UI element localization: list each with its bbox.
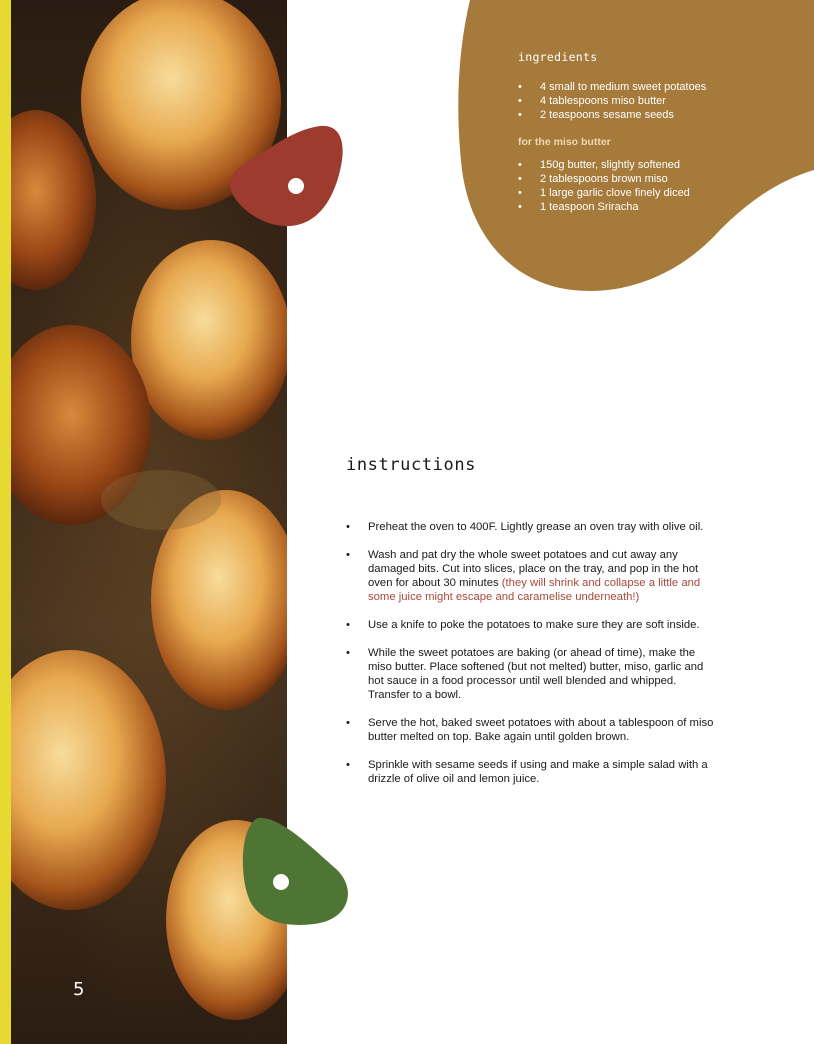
- list-item: • 2 tablespoons brown miso: [518, 172, 706, 186]
- instruction-step: • Sprinkle with sesame seeds if using and make a simple salad with a drizzle of olive oil and lemon juice.: [346, 758, 718, 786]
- red-blob-shape: [228, 124, 346, 228]
- ingredients-list: [518, 80, 706, 122]
- white-dot-icon: [273, 874, 289, 890]
- instructions-list: [346, 520, 718, 800]
- list-item: • 2 teaspoons sesame seeds: [518, 108, 706, 122]
- list-item: • 150g butter, slightly softened: [518, 158, 706, 172]
- miso-butter-heading: for the miso butter: [518, 136, 611, 148]
- instruction-step: • Preheat the oven to 400F. Lightly grease an oven tray with olive oil.: [346, 520, 718, 534]
- instruction-step: • Serve the hot, baked sweet potatoes with about a tablespoon of miso butter melted on top. Bake again until golden brown.: [346, 716, 718, 744]
- ingredients-panel: [518, 50, 706, 214]
- instructions-heading: instructions: [346, 455, 477, 475]
- instruction-step: • Use a knife to poke the potatoes to make sure they are soft inside.: [346, 618, 718, 632]
- white-dot-icon: [288, 178, 304, 194]
- instruction-step: • Wash and pat dry the whole sweet potatoes and cut away any damaged bits. Cut into slices, place on the tray, and pop in the hot oven for about 30 minutes (they will shrink and collapse a little and some juice might escape and caramelise underneath!): [346, 548, 718, 604]
- list-item: • 4 small to medium sweet potatoes: [518, 80, 706, 94]
- instruction-step: • While the sweet potatoes are baking (or ahead of time), make the miso butter. Place softened (but not melted) butter, miso, garlic and hot sauce in a food processor until well blended and whipped. Transfer to a bowl.: [346, 646, 718, 702]
- step-note: (they will shrink and collapse a little and some juice might escape and caramelise underneath!): [368, 577, 701, 603]
- list-item: • 4 tablespoons miso butter: [518, 94, 706, 108]
- list-item: • 1 teaspoon Sriracha: [518, 200, 706, 214]
- yellow-edge-strip: [0, 0, 11, 1044]
- list-item: • 1 large garlic clove finely diced: [518, 186, 706, 200]
- miso-butter-list: [518, 158, 706, 214]
- page-number: 5: [73, 979, 85, 1000]
- ingredients-heading: ingredients: [518, 50, 598, 64]
- green-blob-shape: [240, 816, 352, 928]
